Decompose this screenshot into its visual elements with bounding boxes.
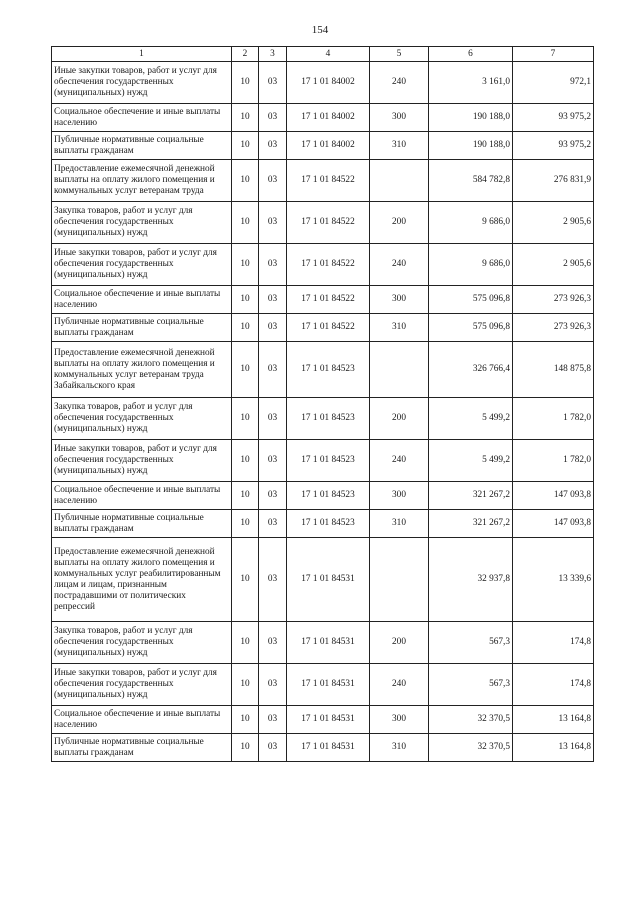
row-value-cell: 17 1 01 84002 xyxy=(287,104,370,132)
row-value-cell: 148 875,8 xyxy=(513,342,594,398)
row-name-cell: Закупка товаров, работ и услуг для обеспечения государственных (муниципальных) нужд xyxy=(52,202,232,244)
row-value-cell: 174,8 xyxy=(513,622,594,664)
budget-table xyxy=(51,46,594,762)
row-value-cell: 32 937,8 xyxy=(429,538,513,622)
table-row xyxy=(52,286,594,314)
row-value-cell: 2 905,6 xyxy=(513,202,594,244)
row-value-cell: 584 782,8 xyxy=(429,160,513,202)
row-value-cell: 10 xyxy=(232,314,259,342)
row-value-cell: 273 926,3 xyxy=(513,314,594,342)
row-value-cell: 567,3 xyxy=(429,664,513,706)
table-row xyxy=(52,398,594,440)
table-row xyxy=(52,132,594,160)
row-value-cell: 93 975,2 xyxy=(513,132,594,160)
table-row xyxy=(52,510,594,538)
row-value-cell: 10 xyxy=(232,202,259,244)
row-value-cell: 567,3 xyxy=(429,622,513,664)
row-value-cell: 17 1 01 84522 xyxy=(287,202,370,244)
row-value-cell: 03 xyxy=(259,734,287,762)
row-value-cell: 200 xyxy=(370,202,429,244)
row-value-cell: 03 xyxy=(259,62,287,104)
row-value-cell: 03 xyxy=(259,202,287,244)
row-value-cell: 03 xyxy=(259,440,287,482)
row-value-cell: 03 xyxy=(259,104,287,132)
row-value-cell xyxy=(370,160,429,202)
row-value-cell: 10 xyxy=(232,440,259,482)
row-value-cell: 10 xyxy=(232,398,259,440)
row-value-cell: 17 1 01 84523 xyxy=(287,342,370,398)
table-row xyxy=(52,538,594,622)
row-value-cell: 10 xyxy=(232,706,259,734)
row-value-cell: 147 093,8 xyxy=(513,510,594,538)
row-name-cell: Предоставление ежемесячной денежной выплаты на оплату жилого помещения и коммунальных услуг ветеранам труда xyxy=(52,160,232,202)
row-value-cell: 17 1 01 84531 xyxy=(287,734,370,762)
row-value-cell: 03 xyxy=(259,510,287,538)
table-row xyxy=(52,314,594,342)
table-row xyxy=(52,62,594,104)
row-value-cell: 17 1 01 84522 xyxy=(287,160,370,202)
page-number: 154 xyxy=(311,24,329,36)
row-value-cell: 321 267,2 xyxy=(429,510,513,538)
row-value-cell: 1 782,0 xyxy=(513,398,594,440)
row-value-cell: 575 096,8 xyxy=(429,314,513,342)
row-value-cell: 03 xyxy=(259,286,287,314)
row-value-cell: 10 xyxy=(232,482,259,510)
row-value-cell: 17 1 01 84523 xyxy=(287,398,370,440)
table-row xyxy=(52,342,594,398)
row-name-cell: Социальное обеспечение и иные выплаты населению xyxy=(52,286,232,314)
row-name-cell: Иные закупки товаров, работ и услуг для обеспечения государственных (муниципальных) нужд xyxy=(52,440,232,482)
row-value-cell: 326 766,4 xyxy=(429,342,513,398)
row-name-cell: Социальное обеспечение и иные выплаты населению xyxy=(52,482,232,510)
row-value-cell: 9 686,0 xyxy=(429,244,513,286)
row-value-cell: 174,8 xyxy=(513,664,594,706)
row-value-cell: 03 xyxy=(259,244,287,286)
row-value-cell: 200 xyxy=(370,622,429,664)
row-value-cell: 190 188,0 xyxy=(429,132,513,160)
row-value-cell: 17 1 01 84523 xyxy=(287,440,370,482)
table-row xyxy=(52,104,594,132)
column-header: 5 xyxy=(370,47,429,62)
row-name-cell: Социальное обеспечение и иные выплаты населению xyxy=(52,104,232,132)
row-value-cell: 300 xyxy=(370,706,429,734)
row-name-cell: Иные закупки товаров, работ и услуг для обеспечения государственных (муниципальных) нужд xyxy=(52,664,232,706)
row-value-cell: 03 xyxy=(259,706,287,734)
table-row xyxy=(52,440,594,482)
table-row xyxy=(52,734,594,762)
row-value-cell: 310 xyxy=(370,510,429,538)
row-value-cell: 10 xyxy=(232,244,259,286)
row-value-cell: 17 1 01 84002 xyxy=(287,132,370,160)
row-value-cell: 17 1 01 84531 xyxy=(287,664,370,706)
table-row xyxy=(52,202,594,244)
row-name-cell: Публичные нормативные социальные выплаты гражданам xyxy=(52,132,232,160)
table-row xyxy=(52,482,594,510)
row-value-cell: 10 xyxy=(232,734,259,762)
row-value-cell: 17 1 01 84523 xyxy=(287,510,370,538)
column-header: 7 xyxy=(513,47,594,62)
row-value-cell: 240 xyxy=(370,440,429,482)
row-name-cell: Публичные нормативные социальные выплаты гражданам xyxy=(52,734,232,762)
row-value-cell: 10 xyxy=(232,62,259,104)
row-value-cell: 240 xyxy=(370,62,429,104)
row-value-cell: 10 xyxy=(232,132,259,160)
row-value-cell: 1 782,0 xyxy=(513,440,594,482)
row-value-cell: 273 926,3 xyxy=(513,286,594,314)
row-value-cell: 321 267,2 xyxy=(429,482,513,510)
row-value-cell: 200 xyxy=(370,398,429,440)
header-row xyxy=(52,47,594,62)
row-value-cell: 9 686,0 xyxy=(429,202,513,244)
row-value-cell: 10 xyxy=(232,538,259,622)
row-value-cell: 310 xyxy=(370,734,429,762)
row-name-cell: Социальное обеспечение и иные выплаты населению xyxy=(52,706,232,734)
row-value-cell: 10 xyxy=(232,286,259,314)
row-value-cell: 10 xyxy=(232,622,259,664)
row-name-cell: Иные закупки товаров, работ и услуг для обеспечения государственных (муниципальных) нужд xyxy=(52,62,232,104)
row-value-cell: 5 499,2 xyxy=(429,440,513,482)
row-value-cell: 10 xyxy=(232,104,259,132)
row-value-cell: 03 xyxy=(259,314,287,342)
row-value-cell: 17 1 01 84522 xyxy=(287,244,370,286)
row-value-cell: 17 1 01 84522 xyxy=(287,286,370,314)
row-value-cell: 03 xyxy=(259,622,287,664)
row-value-cell: 03 xyxy=(259,132,287,160)
row-value-cell: 17 1 01 84531 xyxy=(287,706,370,734)
row-name-cell: Закупка товаров, работ и услуг для обеспечения государственных (муниципальных) нужд xyxy=(52,622,232,664)
row-value-cell: 03 xyxy=(259,482,287,510)
row-name-cell: Иные закупки товаров, работ и услуг для обеспечения государственных (муниципальных) нужд xyxy=(52,244,232,286)
row-name-cell: Публичные нормативные социальные выплаты гражданам xyxy=(52,314,232,342)
row-value-cell: 13 164,8 xyxy=(513,706,594,734)
row-value-cell xyxy=(370,342,429,398)
row-value-cell: 190 188,0 xyxy=(429,104,513,132)
row-value-cell: 03 xyxy=(259,398,287,440)
row-value-cell: 147 093,8 xyxy=(513,482,594,510)
row-value-cell: 10 xyxy=(232,664,259,706)
row-value-cell: 13 164,8 xyxy=(513,734,594,762)
column-header: 4 xyxy=(287,47,370,62)
table-row xyxy=(52,706,594,734)
row-value-cell: 17 1 01 84523 xyxy=(287,482,370,510)
row-value-cell: 32 370,5 xyxy=(429,706,513,734)
row-value-cell: 300 xyxy=(370,286,429,314)
row-value-cell: 5 499,2 xyxy=(429,398,513,440)
row-value-cell: 240 xyxy=(370,244,429,286)
row-value-cell: 575 096,8 xyxy=(429,286,513,314)
row-value-cell: 13 339,6 xyxy=(513,538,594,622)
row-value-cell: 03 xyxy=(259,342,287,398)
row-value-cell: 2 905,6 xyxy=(513,244,594,286)
row-value-cell: 300 xyxy=(370,104,429,132)
column-header: 2 xyxy=(232,47,259,62)
row-value-cell: 32 370,5 xyxy=(429,734,513,762)
table-row xyxy=(52,244,594,286)
row-value-cell: 03 xyxy=(259,160,287,202)
row-name-cell: Предоставление ежемесячной денежной выплаты на оплату жилого помещения и коммунальных услуг ветеранам труда Забайкальского края xyxy=(52,342,232,398)
row-value-cell xyxy=(370,538,429,622)
row-value-cell: 93 975,2 xyxy=(513,104,594,132)
row-name-cell: Предоставление ежемесячной денежной выплаты на оплату жилого помещения и коммунальных услуг реабилитированным лицам и лицам, признанным пострадавшими от политических репрессий xyxy=(52,538,232,622)
row-value-cell: 310 xyxy=(370,132,429,160)
row-value-cell: 17 1 01 84531 xyxy=(287,622,370,664)
row-name-cell: Закупка товаров, работ и услуг для обеспечения государственных (муниципальных) нужд xyxy=(52,398,232,440)
column-header: 1 xyxy=(52,47,232,62)
table-body xyxy=(52,62,594,762)
row-value-cell: 17 1 01 84522 xyxy=(287,314,370,342)
row-value-cell: 10 xyxy=(232,342,259,398)
row-value-cell: 10 xyxy=(232,510,259,538)
table-row xyxy=(52,160,594,202)
row-name-cell: Публичные нормативные социальные выплаты гражданам xyxy=(52,510,232,538)
row-value-cell: 276 831,9 xyxy=(513,160,594,202)
row-value-cell: 03 xyxy=(259,664,287,706)
row-value-cell: 10 xyxy=(232,160,259,202)
table-row xyxy=(52,664,594,706)
table-row xyxy=(52,622,594,664)
column-header: 3 xyxy=(259,47,287,62)
row-value-cell: 03 xyxy=(259,538,287,622)
row-value-cell: 972,1 xyxy=(513,62,594,104)
row-value-cell: 240 xyxy=(370,664,429,706)
column-header: 6 xyxy=(429,47,513,62)
row-value-cell: 17 1 01 84002 xyxy=(287,62,370,104)
row-value-cell: 3 161,0 xyxy=(429,62,513,104)
row-value-cell: 17 1 01 84531 xyxy=(287,538,370,622)
row-value-cell: 310 xyxy=(370,314,429,342)
row-value-cell: 300 xyxy=(370,482,429,510)
